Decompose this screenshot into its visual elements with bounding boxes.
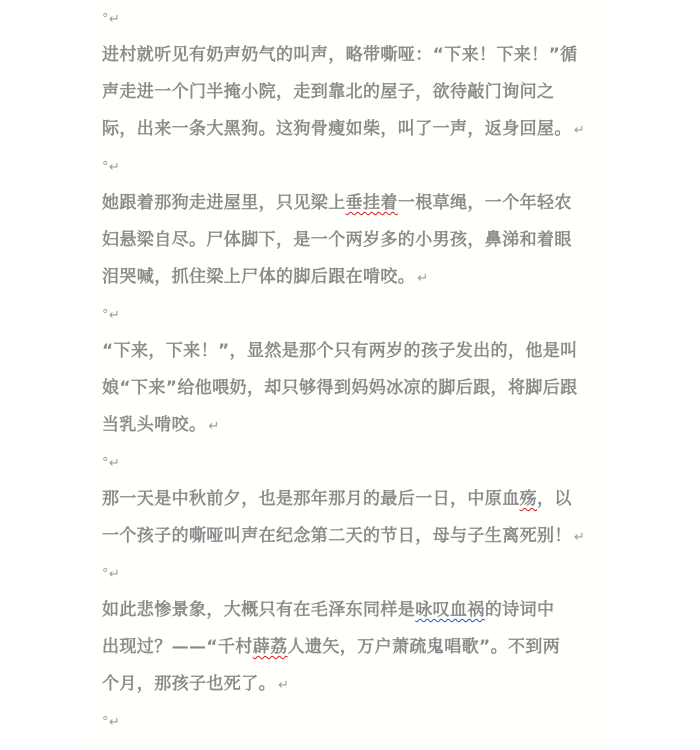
text-span: 出现过？——“千村 (102, 637, 253, 657)
text-line (102, 592, 602, 629)
text-line: “下来，下来！”，显然是那个只有两岁的孩子发出的，他是叫 (102, 341, 578, 361)
grammar-underlined-phrase[interactable]: 咏叹血祸 (415, 600, 485, 620)
text-span: 个月，那孩子也死了。 (102, 674, 276, 694)
text-line: 娘“下来”给他喂奶，却只够得到妈妈冰凉的脚后跟，将脚后跟 (102, 378, 578, 398)
text-line: 进村就听见有奶声奶气的叫声，略带嘶哑：“下来！下来！”循 (102, 45, 578, 65)
text-line (102, 666, 602, 703)
empty-paragraph (102, 444, 602, 481)
text-span: 一个孩子的嘶哑叫声在纪念第二天的节日，母与子生离死别！ (102, 526, 572, 546)
paragraph-mark-icon: ↵ (278, 678, 290, 693)
paragraph-mark-icon: °↵ (102, 160, 121, 175)
paragraph-mark-icon: °↵ (102, 715, 121, 730)
paragraph-5 (102, 592, 602, 703)
paragraph-mark-icon: °↵ (102, 456, 121, 471)
empty-paragraph (102, 148, 602, 185)
paragraph-mark-icon: ↵ (573, 123, 586, 138)
text-line (102, 407, 602, 444)
paragraph-mark-icon: ↵ (573, 530, 586, 545)
text-line (102, 111, 602, 148)
paragraph-1 (102, 37, 602, 148)
text-span: ，以 (537, 489, 572, 509)
empty-paragraph (102, 703, 602, 740)
text-span: 泪哭喊，抓住梁上尸体的脚后跟在啃咬。 (102, 267, 416, 287)
text-span: 人遗矢，万户萧疏鬼唱歌”。不到两 (287, 637, 561, 657)
text-span: 一根草绳，一个年轻农 (397, 193, 572, 213)
text-line (102, 518, 602, 555)
text-span: 当乳头啃咬。 (102, 415, 207, 435)
paragraph-2 (102, 185, 602, 296)
spellcheck-underlined-word[interactable]: 殇 (519, 489, 538, 509)
text-span: 那一天是中秋前夕，也是那年那月的最后一日，中原血 (102, 489, 520, 509)
text-line: 妇悬梁自尽。尸体脚下，是一个两岁多的小男孩，鼻涕和着眼 (102, 230, 572, 250)
text-line (102, 259, 602, 296)
paragraph-mark-icon: °↵ (102, 12, 121, 27)
text-span: 她跟着那狗走进屋里，只见梁上 (102, 193, 346, 213)
text-line (102, 481, 602, 518)
empty-paragraph (102, 0, 602, 37)
paragraph-mark-icon: °↵ (102, 308, 121, 323)
paragraph-4 (102, 481, 602, 555)
paragraph-mark-icon: °↵ (102, 567, 121, 582)
document-body (102, 0, 602, 740)
paragraph-3 (102, 333, 602, 444)
spellcheck-underlined-word[interactable]: 薜荔 (252, 637, 288, 657)
text-line (102, 629, 602, 666)
paragraph-mark-icon: ↵ (208, 419, 220, 434)
empty-paragraph (102, 296, 602, 333)
spellcheck-underlined-word[interactable]: 垂挂着 (345, 193, 398, 213)
text-line: 声走进一个门半掩小院，走到靠北的屋子，欲待敲门询问之 (102, 82, 555, 102)
text-span: 如此悲惨景象，大概只有在毛泽东同样是 (102, 600, 416, 620)
paragraph-mark-icon: ↵ (417, 271, 429, 286)
text-line (102, 185, 602, 222)
empty-paragraph (102, 555, 602, 592)
text-span: 际，出来一条大黑狗。这狗骨瘦如柴，叫了一声，返身回屋。 (102, 119, 572, 139)
text-span: 的诗词中 (484, 600, 555, 620)
